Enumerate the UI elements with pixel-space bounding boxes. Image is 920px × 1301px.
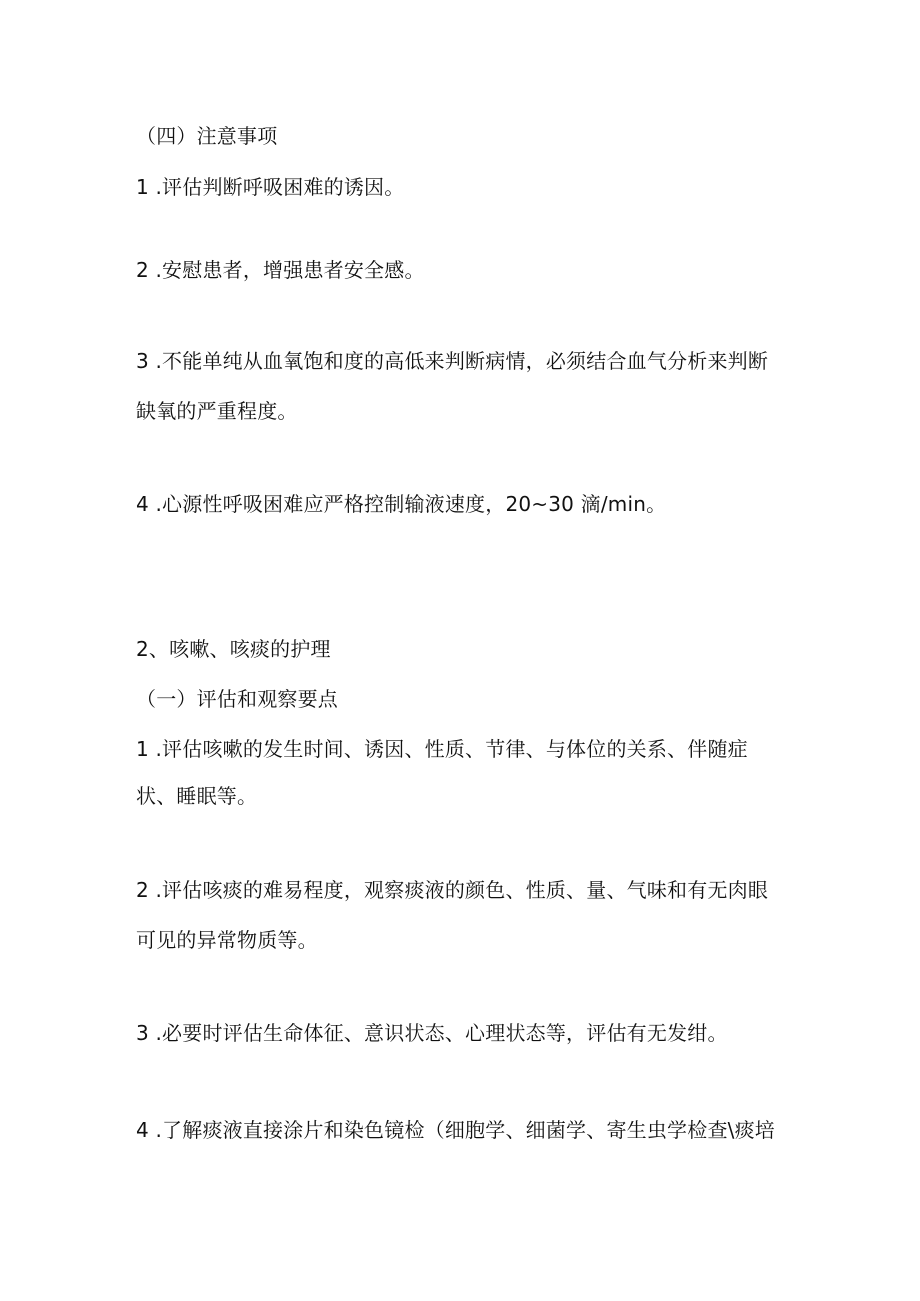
section-heading-precautions: （四）注意事项 [136, 124, 278, 148]
paragraph-line: 缺氧的严重程度。 [136, 399, 298, 423]
paragraph-line: 2 .安慰患者，增强患者安全感。 [136, 258, 425, 282]
section-heading-cough-care: 2、咳嗽、咳痰的护理 [136, 637, 331, 661]
paragraph-line: 状、睡眠等。 [136, 784, 258, 808]
paragraph-line: 1 .评估判断呼吸困难的诱因。 [136, 175, 405, 199]
paragraph-line: 4 .了解痰液直接涂片和染色镜检（细胞学、细菌学、寄生虫学检查\痰培 [136, 1118, 775, 1142]
paragraph-line: 3 .必要时评估生命体征、意识状态、心理状态等，评估有无发绀。 [136, 1021, 728, 1045]
paragraph-line: 4 .心源性呼吸困难应严格控制输液速度，20~30 滴/min。 [136, 492, 667, 516]
subsection-heading-assessment: （一）评估和观察要点 [136, 687, 338, 711]
paragraph-line: 3 .不能单纯从血氧饱和度的高低来判断病情，必须结合血气分析来判断 [136, 349, 769, 373]
paragraph-line: 可见的异常物质等。 [136, 928, 318, 952]
paragraph-line: 1 .评估咳嗽的发生时间、诱因、性质、节律、与体位的关系、伴随症 [136, 737, 748, 761]
paragraph-line: 2 .评估咳痰的难易程度，观察痰液的颜色、性质、量、气味和有无肉眼 [136, 878, 769, 902]
